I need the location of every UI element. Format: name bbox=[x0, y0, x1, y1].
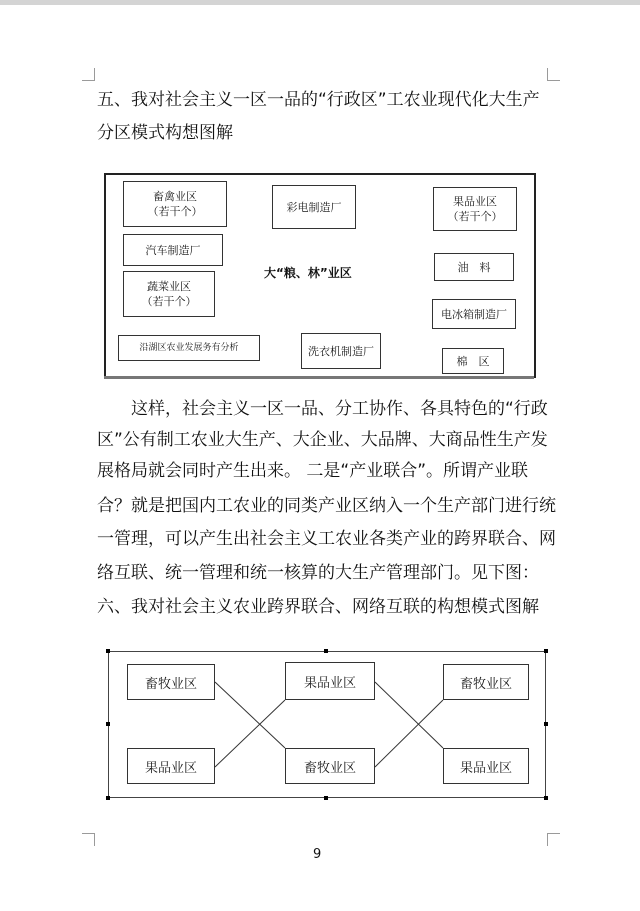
crop-mark-top-right bbox=[547, 68, 560, 81]
fruit-zone-note: （若干个） bbox=[447, 210, 503, 223]
section6-heading: 六、我对社会主义农业跨界联合、网络互联的构想模式图解 bbox=[97, 597, 539, 617]
crop-mark-bottom-right bbox=[547, 833, 560, 846]
livestock-zone-label: 畜禽业区 bbox=[153, 190, 197, 203]
region-diagram bbox=[104, 173, 536, 378]
fridge-factory-box bbox=[432, 299, 516, 329]
washer-factory-box bbox=[301, 333, 381, 369]
grain-forest-zone-label: 大“粮、林”业区 bbox=[264, 266, 352, 280]
paragraph-line-6: 络互联、统一管理和统一核算的大生产管理部门。见下图： bbox=[97, 563, 539, 583]
page-number: 9 bbox=[313, 847, 322, 862]
section5-heading-line2: 分区模式构想图解 bbox=[97, 123, 233, 143]
auto-factory-box bbox=[123, 234, 223, 266]
vegetable-zone-label: 蔬菜业区 bbox=[147, 280, 191, 293]
network-diagram bbox=[108, 651, 546, 798]
paragraph-line-3: 展格局就会同时产生出来。 二是“产业联合”。所谓产业联 bbox=[97, 461, 529, 481]
livestock-zone-box bbox=[123, 181, 227, 227]
paragraph-line-1: 这样，社会主义一区一品、分工协作、各具特色的“行政 bbox=[131, 399, 548, 419]
paragraph-line-4: 合？就是把国内工农业的同类产业区纳入一个生产部门进行统 bbox=[97, 496, 556, 516]
paragraph-line-2: 区”公有制工农业大生产、大企业、大品牌、大商品性生产发 bbox=[97, 430, 548, 450]
bottom-mid-livestock-box: 畜牧业区 bbox=[285, 748, 375, 784]
top-right-livestock-box: 畜牧业区 bbox=[443, 664, 529, 700]
resize-handle[interactable] bbox=[106, 796, 110, 800]
fruit-zone-box bbox=[433, 187, 517, 231]
washer-factory-label: 洗衣机制造厂 bbox=[308, 344, 374, 358]
connector-line bbox=[375, 682, 443, 748]
connector-line bbox=[215, 682, 285, 748]
top-left-livestock-box: 畜牧业区 bbox=[127, 664, 215, 700]
fruit-zone-label: 果品业区 bbox=[453, 195, 497, 208]
lakeside-label: 沿湖区农业发展务有分析 bbox=[139, 342, 239, 353]
resize-handle[interactable] bbox=[324, 649, 328, 653]
paragraph-line-5: 一管理，可以产生出社会主义工农业各类产业的跨界联合、网 bbox=[97, 529, 556, 549]
livestock-zone-note: （若干个） bbox=[147, 205, 203, 218]
oil-crops-box bbox=[434, 253, 514, 281]
resize-handle[interactable] bbox=[324, 796, 328, 800]
tv-factory-box bbox=[272, 185, 356, 229]
resize-handle[interactable] bbox=[544, 796, 548, 800]
auto-factory-label: 汽车制造厂 bbox=[145, 243, 201, 257]
section5-heading-line1: 五、我对社会主义一区一品的“行政区”工农业现代化大生产 bbox=[97, 90, 540, 110]
resize-handle[interactable] bbox=[544, 649, 548, 653]
diagram-shadow bbox=[104, 376, 534, 379]
oil-crops-label: 油 料 bbox=[457, 260, 491, 274]
cotton-zone-label: 棉 区 bbox=[456, 354, 490, 368]
vegetable-zone-box bbox=[123, 271, 215, 317]
crop-mark-top-left bbox=[82, 68, 95, 81]
resize-handle[interactable] bbox=[106, 649, 110, 653]
top-border bbox=[0, 0, 640, 5]
connector-line bbox=[375, 700, 443, 767]
crop-mark-bottom-left bbox=[82, 833, 95, 846]
cotton-zone-box bbox=[442, 348, 504, 374]
resize-handle[interactable] bbox=[544, 722, 548, 726]
fridge-factory-label: 电冰箱制造厂 bbox=[441, 307, 507, 321]
tv-factory-label: 彩电制造厂 bbox=[286, 200, 342, 214]
vegetable-zone-note: （若干个） bbox=[141, 295, 197, 308]
bottom-left-fruit-box: 果品业区 bbox=[127, 748, 215, 784]
resize-handle[interactable] bbox=[106, 722, 110, 726]
lakeside-box bbox=[118, 335, 260, 361]
top-mid-fruit-box: 果品业区 bbox=[285, 662, 375, 700]
bottom-right-fruit-box: 果品业区 bbox=[443, 748, 529, 784]
connector-line bbox=[215, 700, 285, 767]
